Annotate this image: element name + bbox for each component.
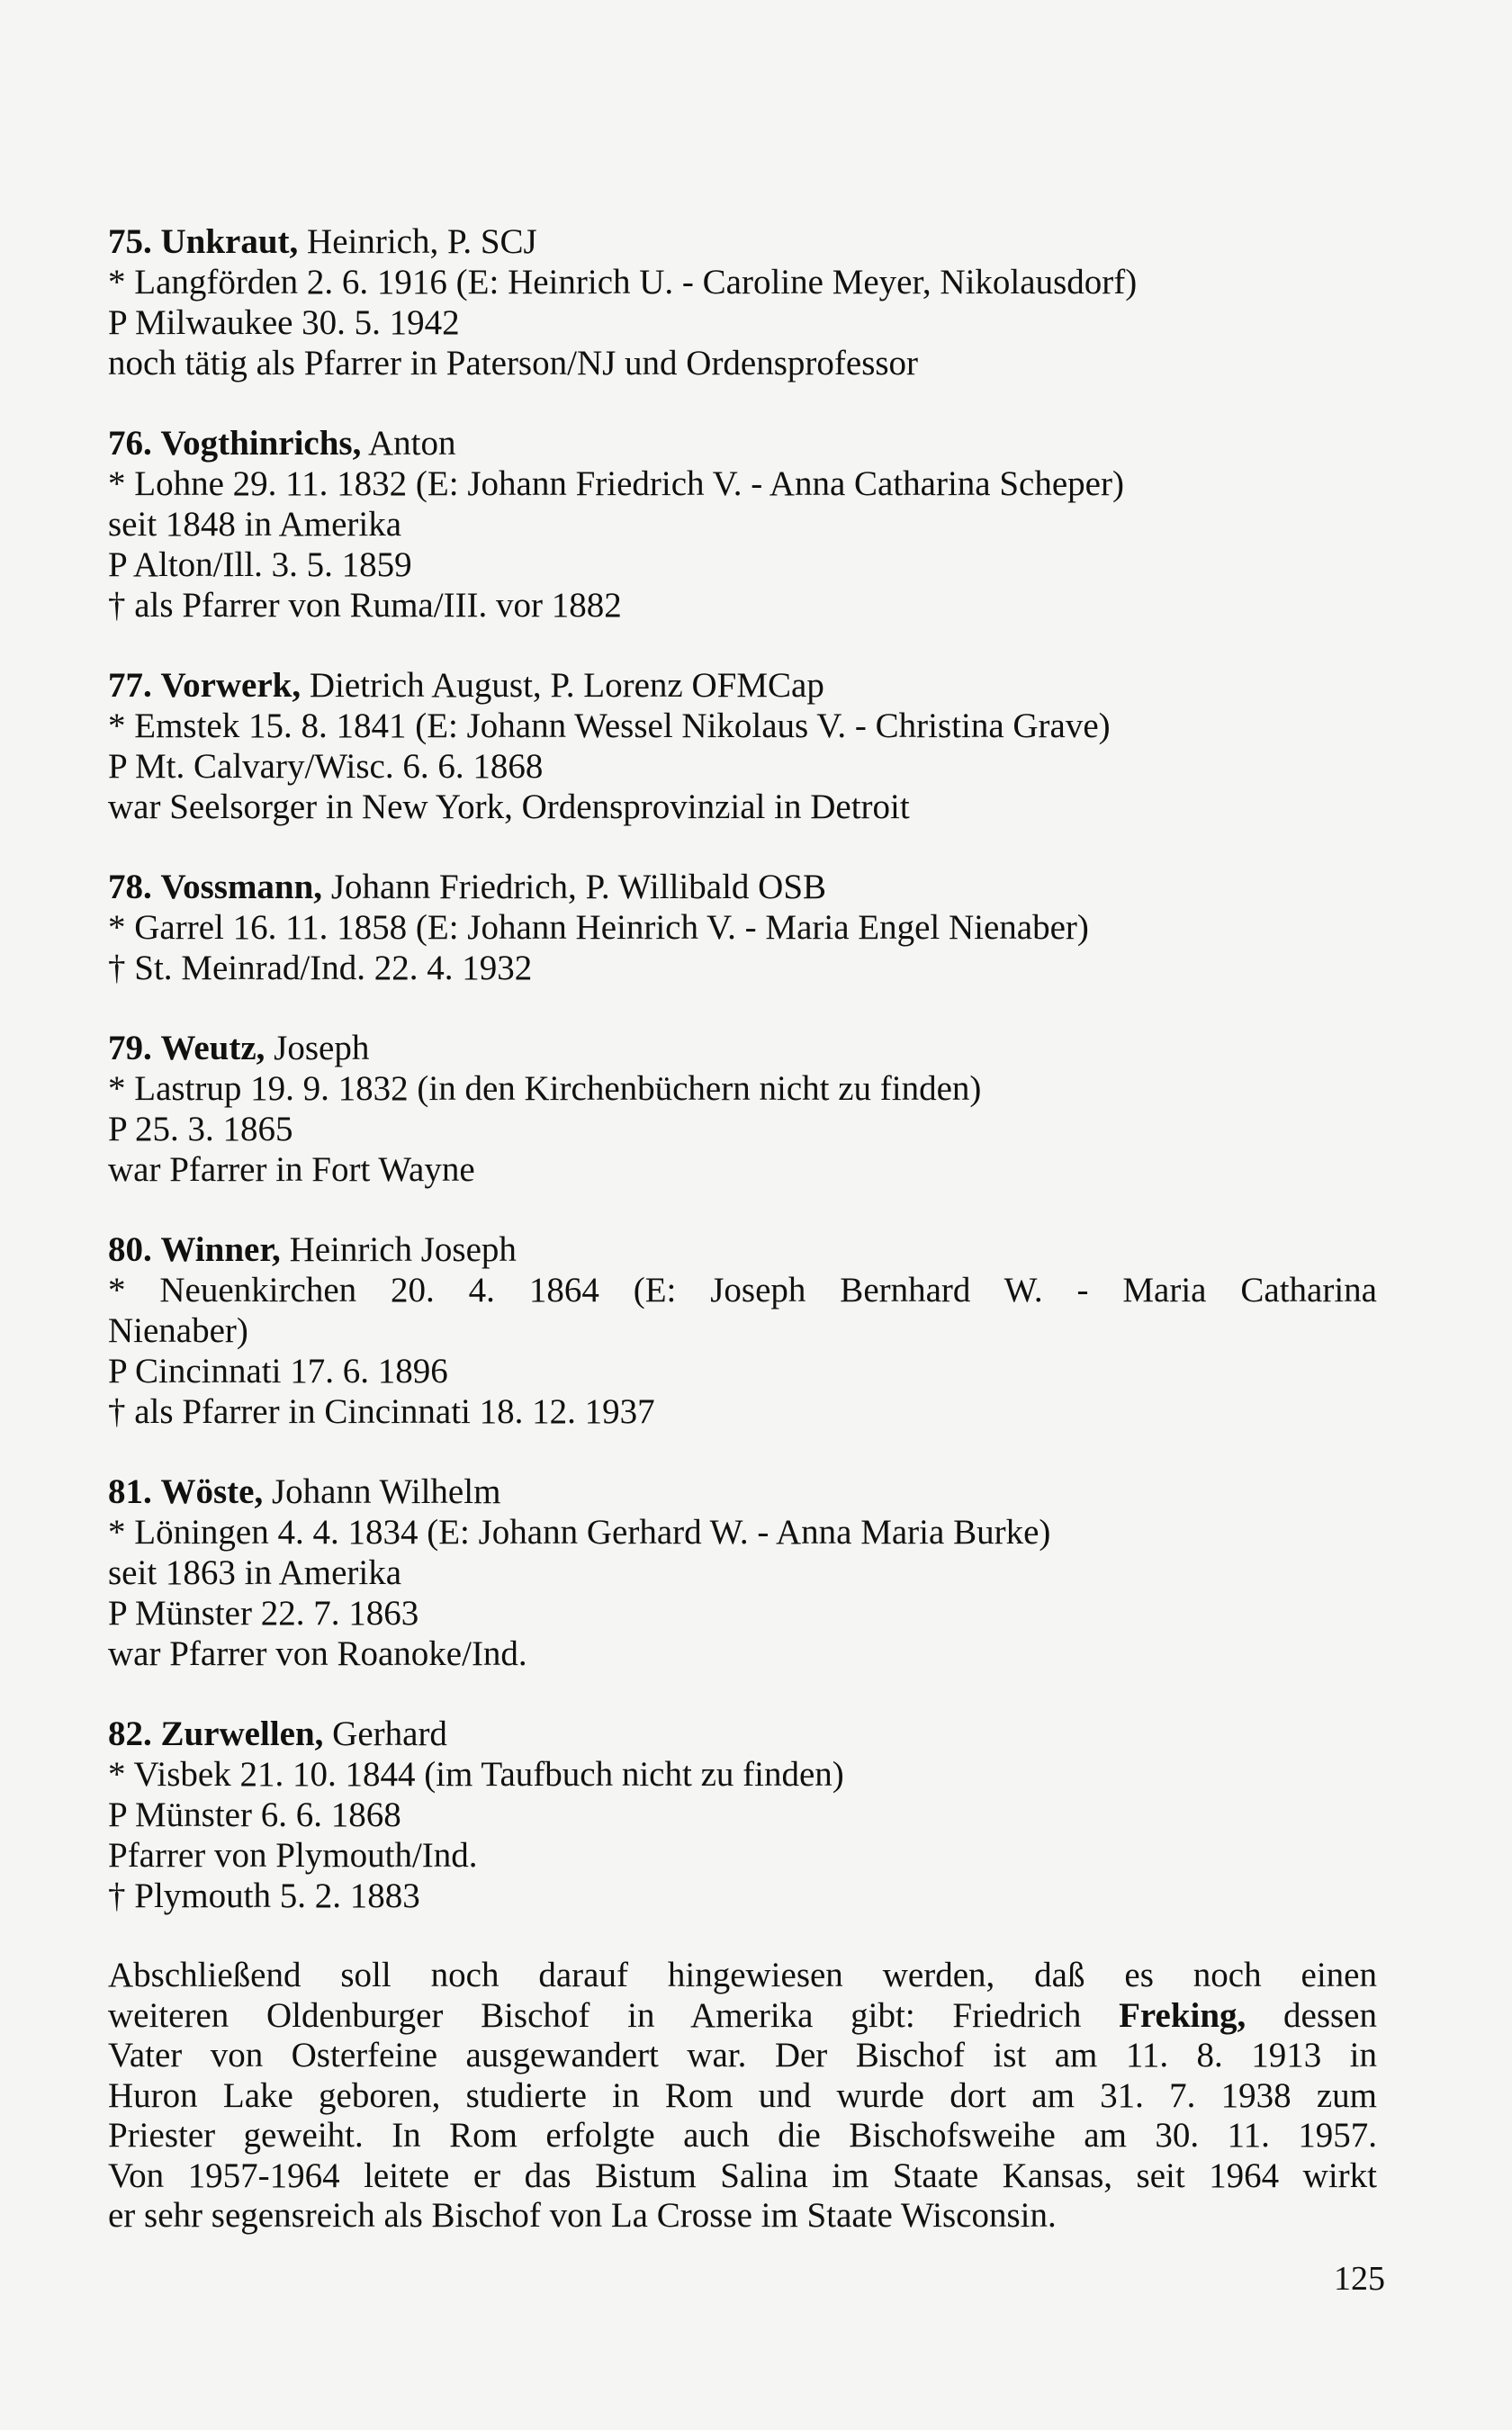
paragraph-line: Huron Lake geboren, studierte in Rom und wurde dort am 31. 7. 1938 zum — [108, 2075, 1377, 2115]
entry-given-name: Anton — [361, 424, 456, 463]
entry-line: seit 1848 in Amerika — [108, 505, 402, 544]
entry-number: 77. — [108, 666, 152, 705]
entry-number: 75. — [108, 222, 152, 261]
entry-line: * Langförden 2. 6. 1916 (E: Heinrich U. - Caroline Meyer, Nikolausdorf) — [108, 263, 1138, 302]
entry-line: † St. Meinrad/Ind. 22. 4. 1932 — [108, 949, 533, 987]
entry-surname: Vorwerk, — [160, 666, 302, 705]
paragraph-line — [108, 1996, 1377, 2037]
entry-given-name: Johann Friedrich, P. Willibald OSB — [322, 868, 827, 906]
entry-given-name: Heinrich Joseph — [280, 1230, 517, 1269]
entry-77 — [108, 665, 1377, 827]
entry-line: * Visbek 21. 10. 1844 (im Taufbuch nicht zu finden) — [108, 1755, 844, 1794]
entry-76 — [108, 423, 1377, 626]
entry-75 — [108, 221, 1377, 383]
entry-80 — [108, 1229, 1377, 1432]
entry-list — [108, 221, 1377, 2236]
entry-line: * Löningen 4. 4. 1834 (E: Johann Gerhard W. - Anna Maria Burke) — [108, 1513, 1051, 1552]
paragraph-line: Abschließend soll noch darauf hingewiesen werden, daß es noch einen — [108, 1956, 1377, 1994]
entry-79 — [108, 1028, 1377, 1190]
page-number: 125 — [1334, 2260, 1385, 2298]
entry-line: * Lohne 29. 11. 1832 (E: Johann Friedrich V. - Anna Catharina Scheper) — [108, 464, 1124, 503]
entry-line: Nienaber) — [108, 1311, 248, 1350]
entry-line: * Garrel 16. 11. 1858 (E: Johann Heinrich V. - Maria Engel Nienaber) — [108, 908, 1089, 947]
entry-heading — [108, 1229, 1377, 1270]
entry-surname: Zurwellen, — [160, 1714, 324, 1753]
entry-heading — [108, 423, 1377, 464]
entry-surname: Unkraut, — [160, 222, 299, 261]
entry-surname: Vogthinrichs, — [160, 424, 362, 463]
entry-line: † als Pfarrer von Ruma/III. vor 1882 — [108, 586, 622, 625]
entry-number: 80. — [108, 1230, 152, 1269]
entry-line: P 25. 3. 1865 — [108, 1110, 293, 1148]
entry-surname: Wöste, — [160, 1472, 264, 1511]
entry-given-name: Gerhard — [323, 1714, 447, 1753]
bishop-name: Freking, — [1119, 1995, 1246, 2035]
entry-number: 82. — [108, 1714, 152, 1753]
entry-heading — [108, 1714, 1377, 1754]
entry-surname: Weutz, — [160, 1029, 266, 1067]
paragraph-line: Priester geweiht. In Rom erfolgte auch die Bischofsweihe am 30. 11. 1957. — [108, 2116, 1377, 2155]
entry-surname: Winner, — [160, 1230, 281, 1269]
entry-line: P Alton/Ill. 3. 5. 1859 — [108, 545, 412, 584]
entry-line: war Seelsorger in New York, Ordensprovinzial in Detroit — [108, 788, 910, 826]
entry-line: P Milwaukee 30. 5. 1942 — [108, 303, 460, 342]
entry-heading — [108, 665, 1377, 706]
entry-heading — [108, 1472, 1377, 1512]
entry-line: * Emstek 15. 8. 1841 (E: Johann Wessel Nikolaus V. - Christina Grave) — [108, 706, 1111, 745]
entry-line: war Pfarrer von Roanoke/Ind. — [108, 1634, 527, 1673]
paragraph-line: er sehr segensreich als Bischof von La Crosse im Staate Wisconsin. — [108, 2196, 1057, 2235]
entry-78 — [108, 867, 1377, 988]
entry-given-name: Heinrich, P. SCJ — [298, 222, 537, 261]
entry-number: 79. — [108, 1029, 152, 1067]
paragraph-text: dessen — [1246, 1995, 1377, 2035]
closing-paragraph — [108, 1956, 1377, 2236]
paragraph-line: Von 1957-1964 leitete er das Bistum Salina im Staate Kansas, seit 1964 wirkt — [108, 2156, 1377, 2195]
entry-line: * Lastrup 19. 9. 1832 (in den Kirchenbüchern nicht zu finden) — [108, 1069, 982, 1108]
entry-number: 76. — [108, 424, 152, 463]
entry-line: * Neuenkirchen 20. 4. 1864 (E: Joseph Bernhard W. - Maria Catharina — [108, 1271, 1377, 1310]
entry-line: P Münster 22. 7. 1863 — [108, 1594, 419, 1633]
entry-line: P Cincinnati 17. 6. 1896 — [108, 1352, 448, 1390]
entry-number: 78. — [108, 868, 152, 906]
entry-heading — [108, 867, 1377, 907]
entry-given-name: Dietrich August, P. Lorenz OFMCap — [301, 666, 824, 705]
entry-line: P Münster 6. 6. 1868 — [108, 1796, 401, 1834]
entry-line: war Pfarrer in Fort Wayne — [108, 1150, 475, 1189]
entry-line: noch tätig als Pfarrer in Paterson/NJ und Ordensprofessor — [108, 344, 919, 382]
entry-surname: Vossmann, — [160, 868, 323, 906]
entry-given-name: Johann Wilhelm — [263, 1472, 501, 1511]
entry-line: P Mt. Calvary/Wisc. 6. 6. 1868 — [108, 747, 544, 786]
entry-number: 81. — [108, 1472, 152, 1511]
entry-heading — [108, 221, 1377, 262]
entry-line: † als Pfarrer in Cincinnati 18. 12. 1937 — [108, 1392, 655, 1431]
paragraph-line: Vater von Osterfeine ausgewandert war. Der Bischof ist am 11. 8. 1913 in — [108, 2036, 1377, 2074]
entry-line: † Plymouth 5. 2. 1883 — [108, 1876, 420, 1915]
entry-82 — [108, 1714, 1377, 1916]
entry-81 — [108, 1472, 1377, 1674]
entry-line: seit 1863 in Amerika — [108, 1553, 402, 1592]
paragraph-text: weiteren Oldenburger Bischof in Amerika gibt: Friedrich — [108, 1995, 1120, 2035]
entry-line: Pfarrer von Plymouth/Ind. — [108, 1836, 478, 1875]
entry-heading — [108, 1028, 1377, 1068]
entry-given-name: Joseph — [265, 1029, 370, 1067]
